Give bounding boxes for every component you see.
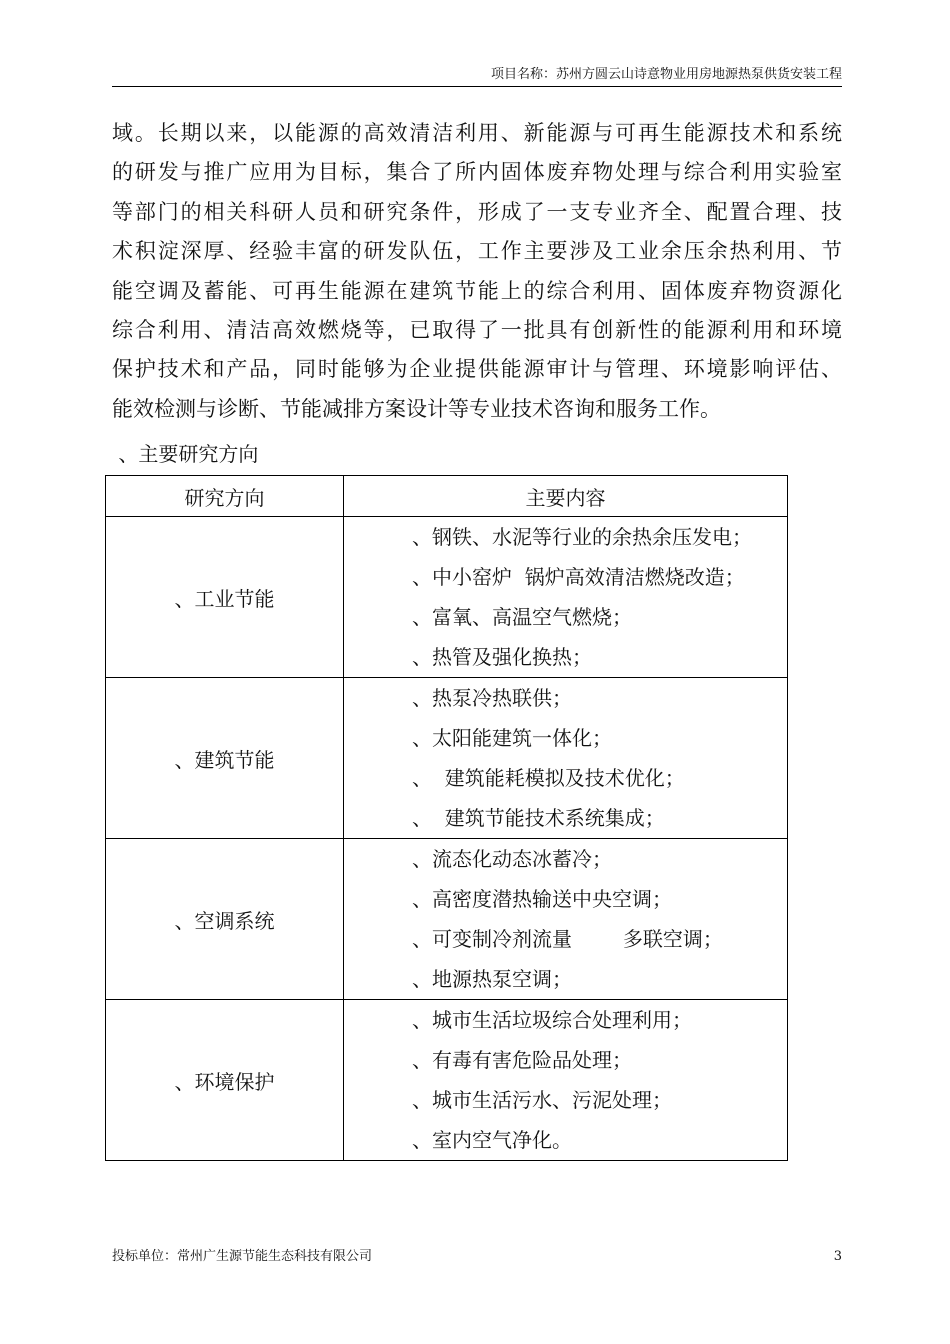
content-item: 、可变制冷剂流量 多联空调； xyxy=(412,927,723,951)
research-direction: 、工业节能 xyxy=(106,517,344,678)
column-header-direction: 研究方向 xyxy=(106,476,344,517)
content-item: 、富氧、高温空气燃烧； xyxy=(412,605,632,629)
bidding-company: 投标单位：常州广生源节能生态科技有限公司 xyxy=(112,1249,373,1264)
content-item: 、 建筑节能技术系统集成； xyxy=(412,806,665,830)
content-item: 、钢铁、水泥等行业的余热余压发电； xyxy=(412,525,752,549)
body-paragraph xyxy=(112,114,842,429)
table-row xyxy=(106,839,788,1000)
content-item: 、 建筑能耗模拟及技术优化； xyxy=(412,766,685,790)
research-direction: 、空调系统 xyxy=(106,839,344,1000)
table-header-row xyxy=(106,476,788,517)
research-content xyxy=(344,517,788,678)
section-heading: 、主要研究方向 xyxy=(112,442,259,466)
paragraph-line: 能空调及蓄能、可再生能源在建筑节能上的综合利用、固体废弃物资源化 xyxy=(112,278,842,303)
page-header xyxy=(112,66,842,87)
content-item: 、有毒有害危险品处理； xyxy=(412,1048,632,1072)
content-item: 、室内空气净化。 xyxy=(412,1128,572,1152)
content-item: 、流态化动态冰蓄冷； xyxy=(412,847,612,871)
table-row xyxy=(106,517,788,678)
research-content xyxy=(344,839,788,1000)
research-content xyxy=(344,1000,788,1161)
paragraph-line: 术积淀深厚、经验丰富的研发队伍，工作主要涉及工业余压余热利用、节 xyxy=(112,239,842,264)
project-name: 项目名称：苏州方圆云山诗意物业用房地源热泵供货安装工程 xyxy=(490,67,842,82)
research-direction: 、建筑节能 xyxy=(106,678,344,839)
content-item: 、热管及强化换热； xyxy=(412,645,592,669)
content-item: 、中小窑炉 锅炉高效清洁燃烧改造； xyxy=(412,565,745,589)
content-item: 、热泵冷热联供； xyxy=(412,686,572,710)
content-item: 、城市生活污水、污泥处理； xyxy=(412,1088,672,1112)
paragraph-line: 等部门的相关科研人员和研究条件，形成了一支专业齐全、配置合理、技 xyxy=(112,199,842,224)
page-number: 3 xyxy=(833,1249,842,1264)
content-item: 、太阳能建筑一体化； xyxy=(412,726,612,750)
content-item: 、高密度潜热输送中央空调； xyxy=(412,887,672,911)
table-row xyxy=(106,678,788,839)
research-direction: 、环境保护 xyxy=(106,1000,344,1161)
table-row xyxy=(106,1000,788,1161)
paragraph-line: 域。长期以来，以能源的高效清洁利用、新能源与可再生能源技术和系统 xyxy=(112,121,842,145)
column-header-content: 主要内容 xyxy=(344,476,788,517)
paragraph-line: 能效检测与诊断、节能减排方案设计等专业技术咨询和服务工作。 xyxy=(112,396,721,421)
research-directions-table xyxy=(105,475,788,1161)
page-footer xyxy=(112,1248,842,1266)
content-item: 、地源热泵空调； xyxy=(412,967,572,991)
paragraph-line: 的研发与推广应用为目标，集合了所内固体废弃物处理与综合利用实验室 xyxy=(112,160,842,185)
paragraph-line: 综合利用、清洁高效燃烧等，已取得了一批具有创新性的能源利用和环境 xyxy=(112,318,842,343)
content-item: 、城市生活垃圾综合处理利用； xyxy=(412,1008,692,1032)
paragraph-line: 保护技术和产品，同时能够为企业提供能源审计与管理、环境影响评估、 xyxy=(112,357,842,382)
research-content xyxy=(344,678,788,839)
